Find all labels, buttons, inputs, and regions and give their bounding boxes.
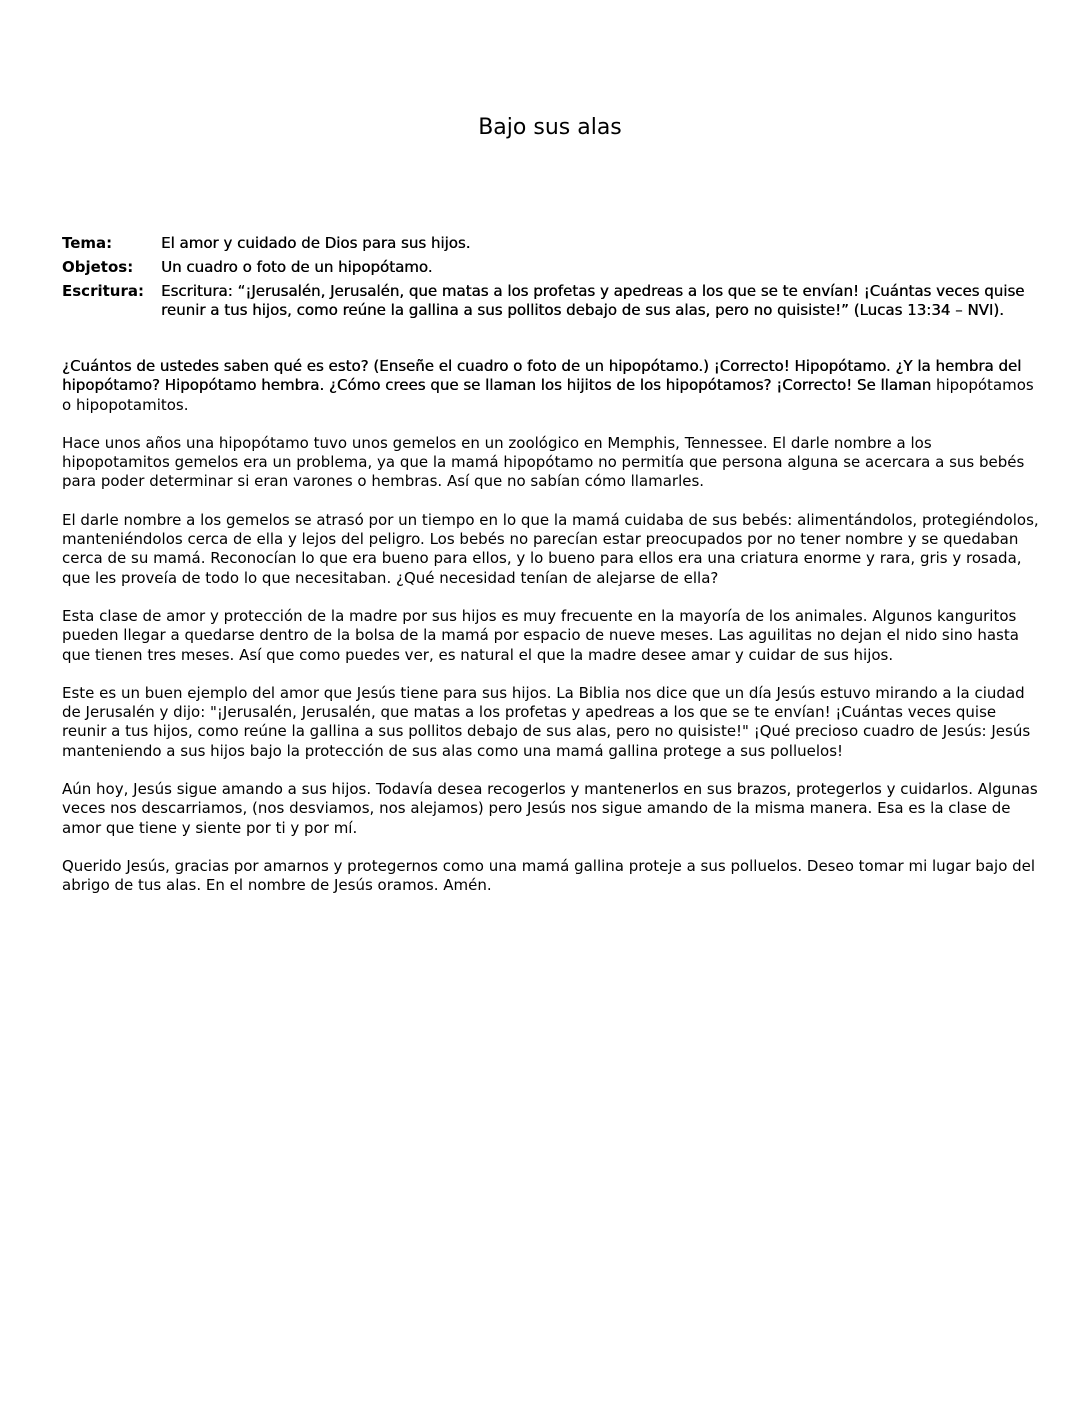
page-title: Bajo sus alas bbox=[478, 115, 622, 140]
meta-row-tema bbox=[62, 234, 1042, 253]
body-paragraph: El darle nombre a los gemelos se atrasó por un tiempo en lo que la mamá cuidaba de sus bebés: alimentándolos, protegiéndolos, manteniéndolos cerca de ella y lejos del peligro. Los bebés no parecían estar preocupados por no tener nombre y se quedaban cerca de su mamá. Reconocían lo que era bueno para ellos, y lo bueno para ellos era una criatura enorme y rara, gris y rosada, que les proveía de todo lo que necesitaban. ¿Qué necesidad tenían de alejarse de ella? bbox=[62, 510, 1039, 587]
body-paragraph: Esta clase de amor y protección de la madre por sus hijos es muy frecuente en la mayoría de los animales. Algunos kanguritos pueden llegar a quedarse dentro de la bolsa de la mamá por espacio de nueve meses. Las aguilitas no dejan el nido sino hasta que tienen tres meses. Así que como puedes ver, es natural el que la madre desee amar y cuidar de sus hijos. bbox=[62, 606, 1019, 664]
closing-prayer: Querido Jesús, gracias por amarnos y protegernos como una mamá gallina proteje a sus polluelos. Deseo tomar mi lugar bajo del abrigo de tus alas. En el nombre de Jesús oramos. Amén. bbox=[62, 856, 1036, 895]
meta-label: Tema: bbox=[62, 234, 113, 252]
meta-label: Escritura: bbox=[62, 282, 144, 300]
body-paragraph: Aún hoy, Jesús sigue amando a sus hijos. Todavía desea recogerlos y mantenerlos en sus brazos, protegerlos y cuidarlos. Algunas veces nos descarriamos, (nos desviamos, nos alejamos) pero Jesús nos sigue amando de la misma manera. Esa es la clase de amor que tiene y siente por ti y por mí. bbox=[62, 780, 1038, 837]
intro-paragraph bbox=[62, 357, 1042, 415]
meta-row-objetos bbox=[62, 258, 1042, 277]
lesson-body bbox=[62, 357, 1042, 915]
intro-rest: hipopótamos o hipopotamitos. bbox=[62, 376, 1034, 414]
meta-value: Un cuadro o foto de un hipopótamo. bbox=[161, 258, 433, 276]
meta-value: Escritura: “¡Jerusalén, Jerusalén, que matas a los profetas y apedreas a los que se te envían! ¡Cuántas veces quise reunir a tus hijos, como reúne la gallina a sus pollitos debajo de sus alas, pero no quisiste!” (Lucas 13:34 – NVI). bbox=[161, 282, 1025, 319]
meta-value: El amor y cuidado de Dios para sus hijos. bbox=[161, 234, 471, 252]
meta-label: Objetos: bbox=[62, 258, 134, 276]
body-paragraph: Hace unos años una hipopótamo tuvo unos gemelos en un zoológico en Memphis, Tennessee. El darle nombre a los hipopotamitos gemelos era un problema, ya que la mamá hipopótamo no permitía que persona alguna se acercara a sus bebés para poder determinar si eran varones o hembras. Así que no sabían cómo llamarles. bbox=[62, 433, 1025, 491]
body-paragraph: Este es un buen ejemplo del amor que Jesús tiene para sus hijos. La Biblia nos dice que un día Jesús estuvo mirando a la ciudad de Jerusalén y dijo: "¡Jerusalén, Jerusalén, que matas a los profetas y apedreas a los que se te envían! ¡Cuántas veces quise reunir a tus hijos, como reúne la gallina a sus pollitos debajo de sus alas, pero no quisiste!" ¡Qué precioso cuadro de Jesús: Jesús manteniendo a sus hijos bajo la protección de sus alas como una mamá gallina protege a sus polluelos! bbox=[62, 683, 1031, 760]
meta-row-escritura bbox=[62, 282, 1042, 320]
lesson-meta bbox=[62, 234, 1042, 325]
intro-emphasis: ¿Cuántos de ustedes saben qué es esto? (Enseñe el cuadro o foto de un hipopótamo.) ¡Correcto! Hipopótamo. ¿Y la hembra del hipopótamo? Hipopótamo hembra. ¿Cómo crees que se llaman los hijitos de los hipopótamos? ¡Correcto! Se llaman bbox=[62, 357, 1022, 395]
